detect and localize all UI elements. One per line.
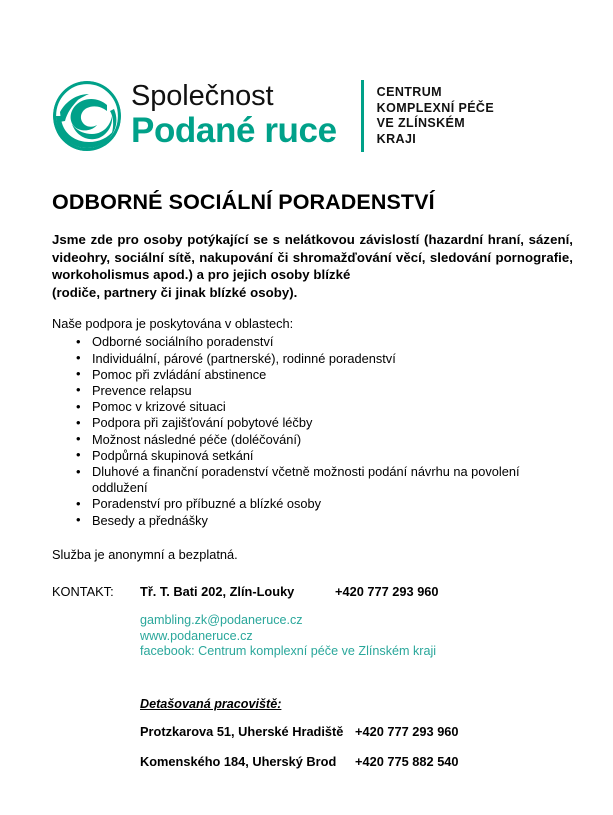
branch-address: Komenského 184, Uherský Brod [140,754,337,770]
tagline-line-3: VE ZLÍNSKÉM [376,116,466,130]
list-item: • Podpora při zajišťování pobytové léčby [52,415,573,431]
list-item: • Individuální, párové (partnerské), rodinné poradenství [52,351,573,367]
branches-block [140,696,573,770]
tagline-line-1: CENTRUM [376,85,442,99]
branch-address: Protzkarova 51, Uherské Hradiště [140,724,344,740]
contact-block [52,584,573,660]
closing-note: Služba je anonymní a bezplatná. [52,546,238,562]
logo-wordmark [131,81,337,149]
intro-paragraph [52,231,573,301]
contact-email-link[interactable]: gambling.zk@podaneruce.cz [140,612,303,627]
tagline-line-4: KRAJI [376,131,417,146]
services-list [52,334,573,528]
contact-address: Tř. T. Bati 202, Zlín-Louky [140,583,295,599]
list-item: • Prevence relapsu [52,383,573,399]
page-title: ODBORNÉ SOCIÁLNÍ PORADENSTVÍ [52,190,435,214]
contact-links [140,613,573,660]
list-item: • Odborné sociálního poradenství [52,334,573,350]
contact-label: KONTAKT: [52,583,114,599]
contact-phone: +420 777 293 960 [335,583,439,599]
branch-row [140,724,573,740]
list-item: • Možnost následné péče (doléčování) [52,432,573,448]
services-lead-in: Naše podpora je poskytována v oblastech: [52,316,294,332]
header-tagline [377,85,494,147]
contact-main-row [52,584,573,600]
tagline-line-2: KOMPLEXNÍ PÉČE [376,100,495,115]
contact-website-link[interactable]: www.podaneruce.cz [140,628,253,643]
list-item: • Podpůrná skupinová setkání [52,448,573,464]
contact-facebook-link[interactable]: facebook: Centrum komplexní péče ve Zlínském kraji [140,644,437,659]
intro-text: Jsme zde pro osoby potýkající se s nelátkovou závislostí (hazardní hraní, sázení, videohry, sociální sítě, nakupování či shromažďování věcí, sledování pornografie, workoholismus apod.) a pro jejich osoby blízké [52,232,573,283]
branch-phone: +420 775 882 540 [355,754,459,770]
intro-last-line: (rodiče, partnery či jinak blízké osoby). [52,284,298,300]
document-header [52,70,562,162]
list-item: • Pomoc při zvládání abstinence [52,367,573,383]
podane-ruce-hand-circle-logo-icon [52,80,122,152]
list-item: • Poradenství pro příbuzné a blízké osoby [52,496,573,512]
list-item: • Dluhové a finanční poradenství včetně možnosti podání návrhu na povolení oddlužení [52,464,573,496]
branch-row [140,754,573,770]
logo-line-podane-ruce: Podané ruce [131,111,337,150]
branches-heading: Detašovaná pracoviště: [140,697,282,712]
list-item: • Besedy a přednášky [52,513,573,529]
list-item: • Pomoc v krizové situaci [52,399,573,415]
header-vertical-divider [361,80,364,152]
logo-line-spolecnost: Společnost [131,80,274,112]
branch-phone: +420 777 293 960 [355,724,459,740]
document-content [52,190,573,784]
